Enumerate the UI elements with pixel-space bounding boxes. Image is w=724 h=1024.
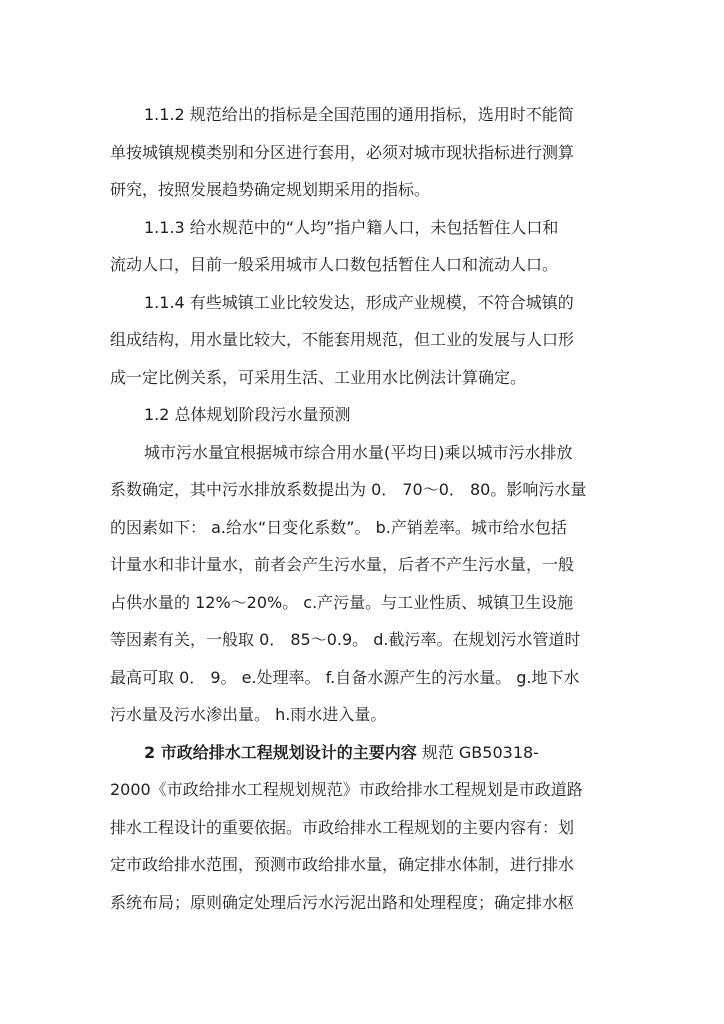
section-heading: 2 市政给排水工程规划设计的主要内容	[144, 742, 417, 762]
paragraph-line: 1.1.3 给水规范中的“人均”指户籍人口，未包括暂住人口和	[144, 217, 559, 237]
paragraph-line: 1.1.4 有些城镇工业比较发达，形成产业规模，不符合城镇的	[144, 292, 574, 312]
paragraph-line: 1.1.2 规范给出的指标是全国范围的通用指标，选用时不能简	[144, 105, 574, 124]
paragraph-line: 的因素如下： a.给水“日变化系数”。 b.产销差率。城市给水包括	[110, 517, 567, 537]
paragraph-line: 研究，按照发展趋势确定规划期采用的指标。	[110, 180, 431, 199]
paragraph-inline-text: 规范 GB50318-	[421, 742, 539, 762]
paragraph-line: 占供水量的 12%～20%。 c.产污量。与工业性质、城镇卫生设施	[110, 592, 574, 612]
paragraph-line: 组成结构，用水量比较大，不能套用规范，但工业的发展与人口形	[110, 330, 575, 349]
paragraph-line: 定市政给排水范围，预测市政给排水量，确定排水体制，进行排水	[110, 855, 575, 874]
paragraph-line: 排水工程设计的重要依据。市政给排水工程规划的主要内容有：划	[110, 817, 575, 837]
paragraph-line: 系数确定，其中污水排放系数提出为 0． 70～0． 80。影响污水量	[110, 480, 587, 499]
paragraph-line: 城市污水量宜根据城市综合用水量(平均日)乘以城市污水排放	[144, 442, 573, 462]
paragraph-line: 成一定比例关系，可采用生活、工业用水比例法计算确定。	[110, 367, 527, 387]
document-body	[110, 96, 615, 921]
paragraph-line: 等因素有关，一般取 0． 85～0.9。 d.截污率。在规划污水管道时	[110, 630, 581, 649]
paragraph-line: 系统布局；原则确定处理后污水污泥出路和处理程度；确定排水枢	[110, 892, 575, 912]
section-heading-line	[110, 734, 615, 772]
paragraph-line: 2000《市政给排水工程规划规范》市政给排水工程规划是市政道路	[110, 780, 583, 799]
paragraph-line: 单按城镇规模类别和分区进行套用，必须对城市现状指标进行测算	[110, 142, 575, 162]
paragraph-line: 最高可取 0． 9。 e.处理率。 f.自备水源产生的污水量。 g.地下水	[110, 667, 580, 687]
paragraph-line: 流动人口，目前一般采用城市人口数包括暂住人口和流动人口。	[110, 255, 559, 274]
paragraph-line: 计量水和非计量水，前者会产生污水量，后者不产生污水量，一般	[110, 555, 575, 574]
paragraph-line: 污水量及污水渗出量。 h.雨水进入量。	[110, 705, 387, 724]
subsection-heading: 1.2 总体规划阶段污水量预测	[144, 405, 351, 424]
